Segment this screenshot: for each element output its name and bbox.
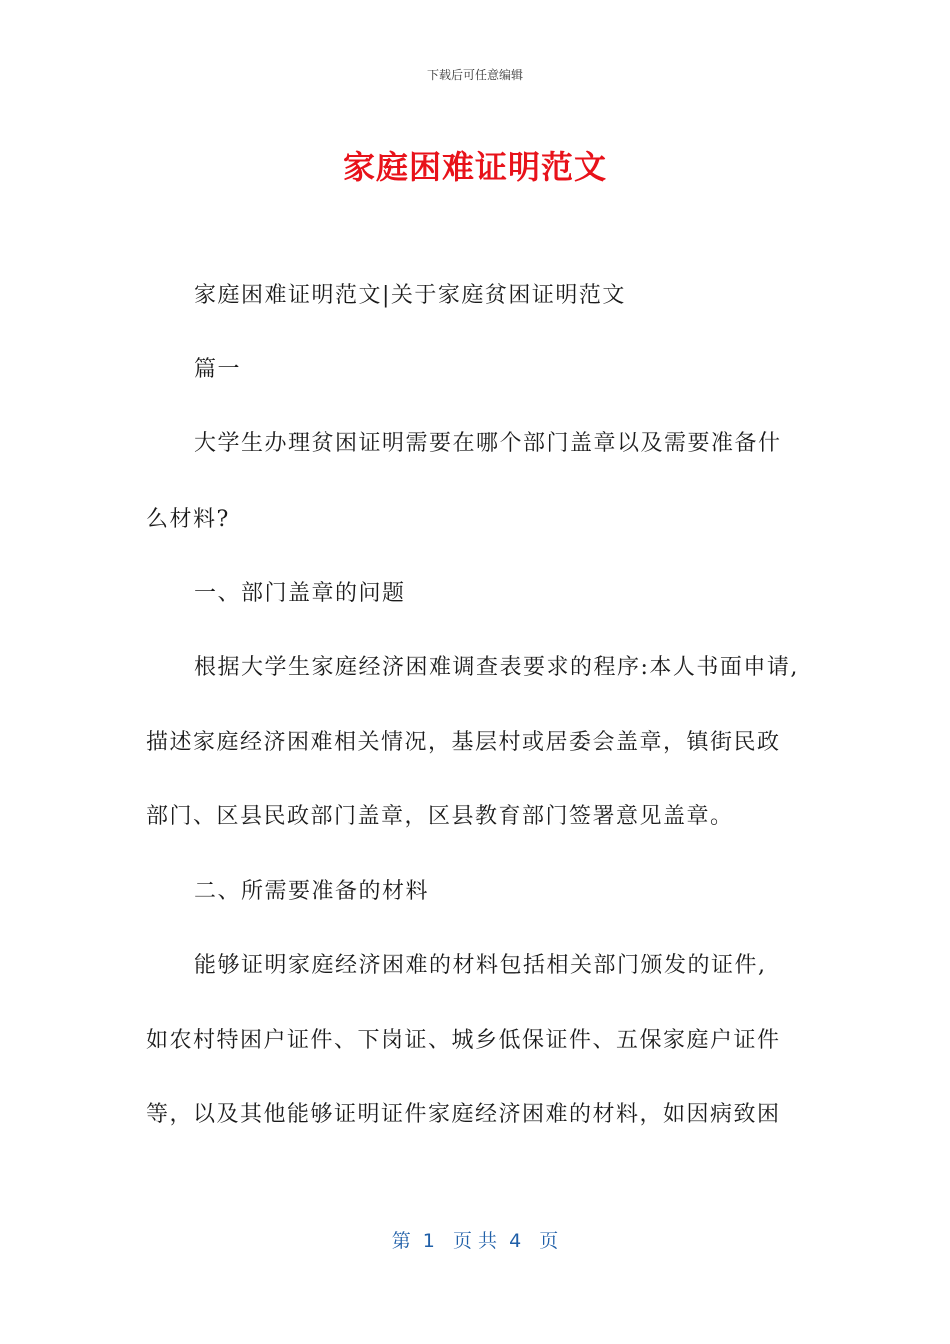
paragraph-line: 描述家庭经济困难相关情况，基层村或居委会盖章，镇街民政 (146, 730, 781, 755)
paragraph-line: 部门、区县民政部门盖章，区县教育部门签署意见盖章。 (146, 804, 734, 829)
section-label: 篇一 (194, 357, 242, 382)
paragraph-line: 么材料? (146, 507, 230, 532)
paragraph-line: 等，以及其他能够证明证件家庭经济困难的材料，如因病致困 (146, 1102, 781, 1127)
section-heading: 一、部门盖章的问题 (194, 581, 406, 606)
section-heading: 二、所需要准备的材料 (194, 879, 430, 904)
paragraph-line: 大学生办理贫困证明需要在哪个部门盖章以及需要准备什 (194, 431, 782, 456)
subtitle-line: 家庭困难证明范文|关于家庭贫困证明范文 (194, 283, 626, 308)
header-note: 下载后可任意编辑 (426, 68, 523, 82)
document-title: 家庭困难证明范文 (342, 148, 607, 186)
page-number-footer: 第 1 页 共 4 页 (391, 1230, 559, 1252)
paragraph-line: 如农村特困户证件、下岗证、城乡低保证件、五保家庭户证件 (146, 1028, 781, 1053)
paragraph-line: 能够证明家庭经济困难的材料包括相关部门颁发的证件, (194, 953, 767, 978)
paragraph-line: 根据大学生家庭经济困难调查表要求的程序:本人书面申请, (194, 655, 799, 680)
